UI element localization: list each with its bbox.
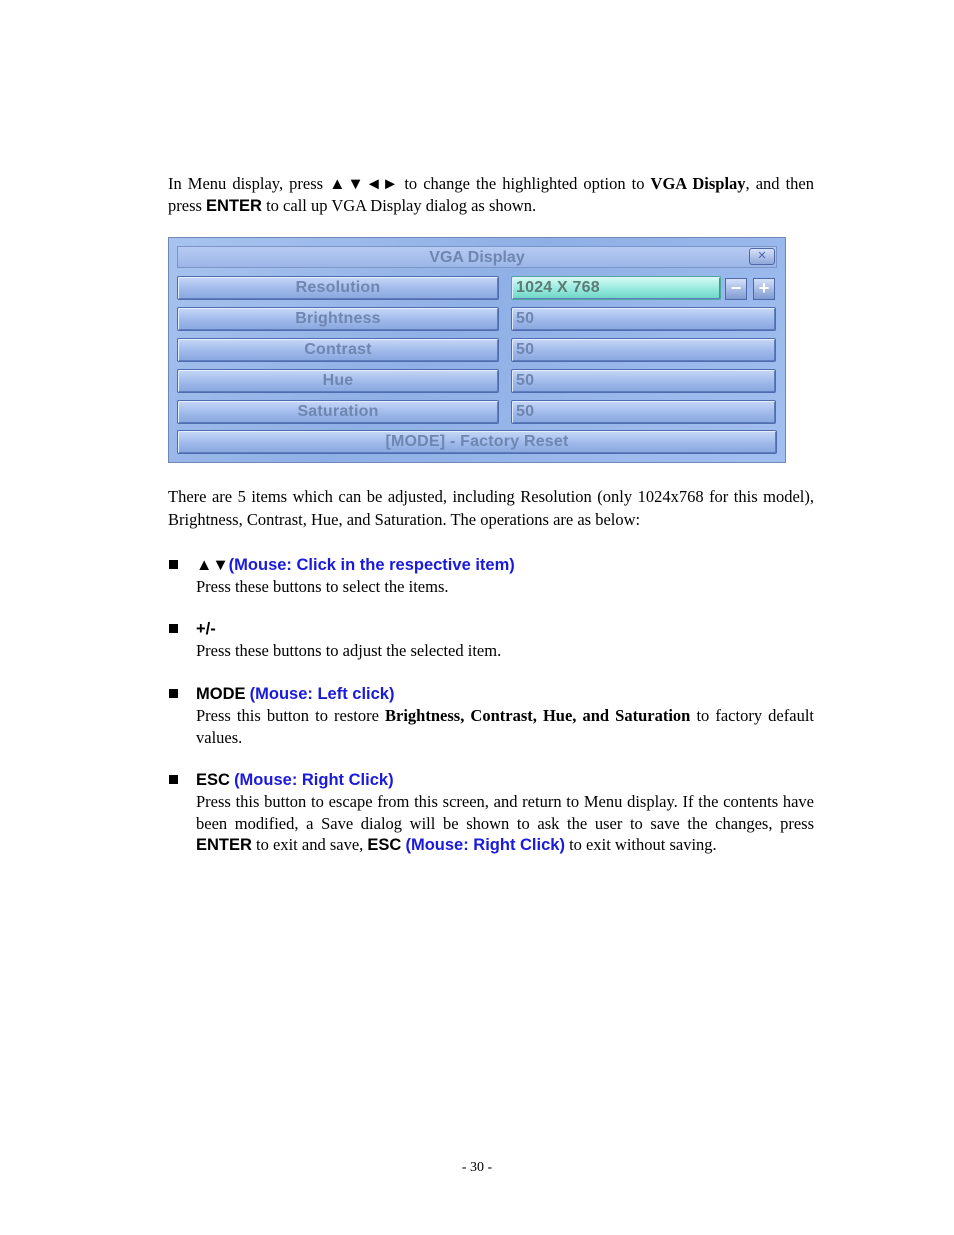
summary-paragraph: There are 5 items which can be adjusted, including Resolution (only 1024x768 for this model), Brightness, Contrast, Hue, and Saturation. The operations are as below: [168, 487, 814, 529]
intro-text-2: , and then press [168, 174, 814, 215]
page-number: - 30 - [461, 1160, 493, 1175]
row-label-contrast: Contrast [177, 338, 499, 362]
item-mode-mouse: (Mouse: Left click) [249, 685, 395, 703]
bullet-icon [169, 689, 178, 698]
item-mode-body [196, 705, 814, 748]
row-label-brightness: Brightness [177, 307, 499, 331]
minus-button: − [725, 278, 747, 300]
item-esc-keys: ESC [196, 771, 230, 789]
close-icon: ✕ [749, 248, 775, 265]
bullet-icon [169, 775, 178, 784]
row-value-hue: 50 [511, 369, 776, 393]
factory-reset-bar: [MODE] - Factory Reset [177, 430, 777, 454]
item-mode-body-2: to factory default values. [196, 706, 814, 747]
vga-display-dialog-screenshot [168, 237, 786, 463]
item-arrows-heading [196, 554, 515, 576]
item-esc-body [196, 791, 814, 857]
item-plusminus-body: Press these buttons to adjust the selected item. [196, 641, 502, 660]
item-esc-enter-key: ENTER [196, 836, 252, 855]
item-esc-heading [196, 769, 394, 791]
row-value-brightness: 50 [511, 307, 776, 331]
dialog-title: VGA Display [177, 246, 777, 268]
intro-enter-key: ENTER [206, 197, 262, 215]
item-esc-esc-key: ESC [367, 836, 402, 855]
item-esc-body-3: to exit without saving. [564, 835, 717, 855]
row-value-contrast: 50 [511, 338, 776, 362]
row-label-resolution: Resolution [177, 276, 499, 300]
item-esc-body-2: to exit and save, [251, 835, 368, 855]
item-arrows-keys: ▲▼ [196, 556, 229, 574]
item-mode-body-bold: Brightness, Contrast, Hue, and Saturation [385, 706, 691, 725]
intro-paragraph [168, 173, 814, 217]
item-mode-keys: MODE [196, 685, 246, 703]
intro-vga-display: VGA Display [650, 174, 746, 193]
row-label-saturation: Saturation [177, 400, 499, 424]
row-value-resolution: 1024 X 768 [511, 276, 721, 300]
plus-button: + [753, 278, 775, 300]
bullet-icon [169, 624, 178, 633]
bullet-icon [169, 560, 178, 569]
intro-text-1: In Menu display, press ▲▼◄► to change the highlighted option to [168, 174, 651, 193]
item-plusminus-keys: +/- [196, 620, 216, 638]
item-plusminus-heading [196, 618, 216, 640]
item-esc-mouse: (Mouse: Right Click) [234, 771, 394, 789]
row-value-saturation: 50 [511, 400, 776, 424]
row-label-hue: Hue [177, 369, 499, 393]
item-arrows-mouse: (Mouse: Click in the respective item) [228, 556, 515, 574]
item-arrows-body: Press these buttons to select the items. [196, 577, 449, 596]
item-esc-mouse-2: (Mouse: Right Click) [405, 836, 565, 855]
item-esc-body-1: Press this button to escape from this screen, and return to Menu display. If the contents have been modified, a Save dialog will be shown to ask the user to save the changes, press [196, 792, 814, 833]
intro-text-3: to call up VGA Display dialog as shown. [261, 196, 537, 215]
item-mode-heading [196, 683, 394, 705]
item-mode-body-1: Press this button to restore [196, 706, 386, 725]
